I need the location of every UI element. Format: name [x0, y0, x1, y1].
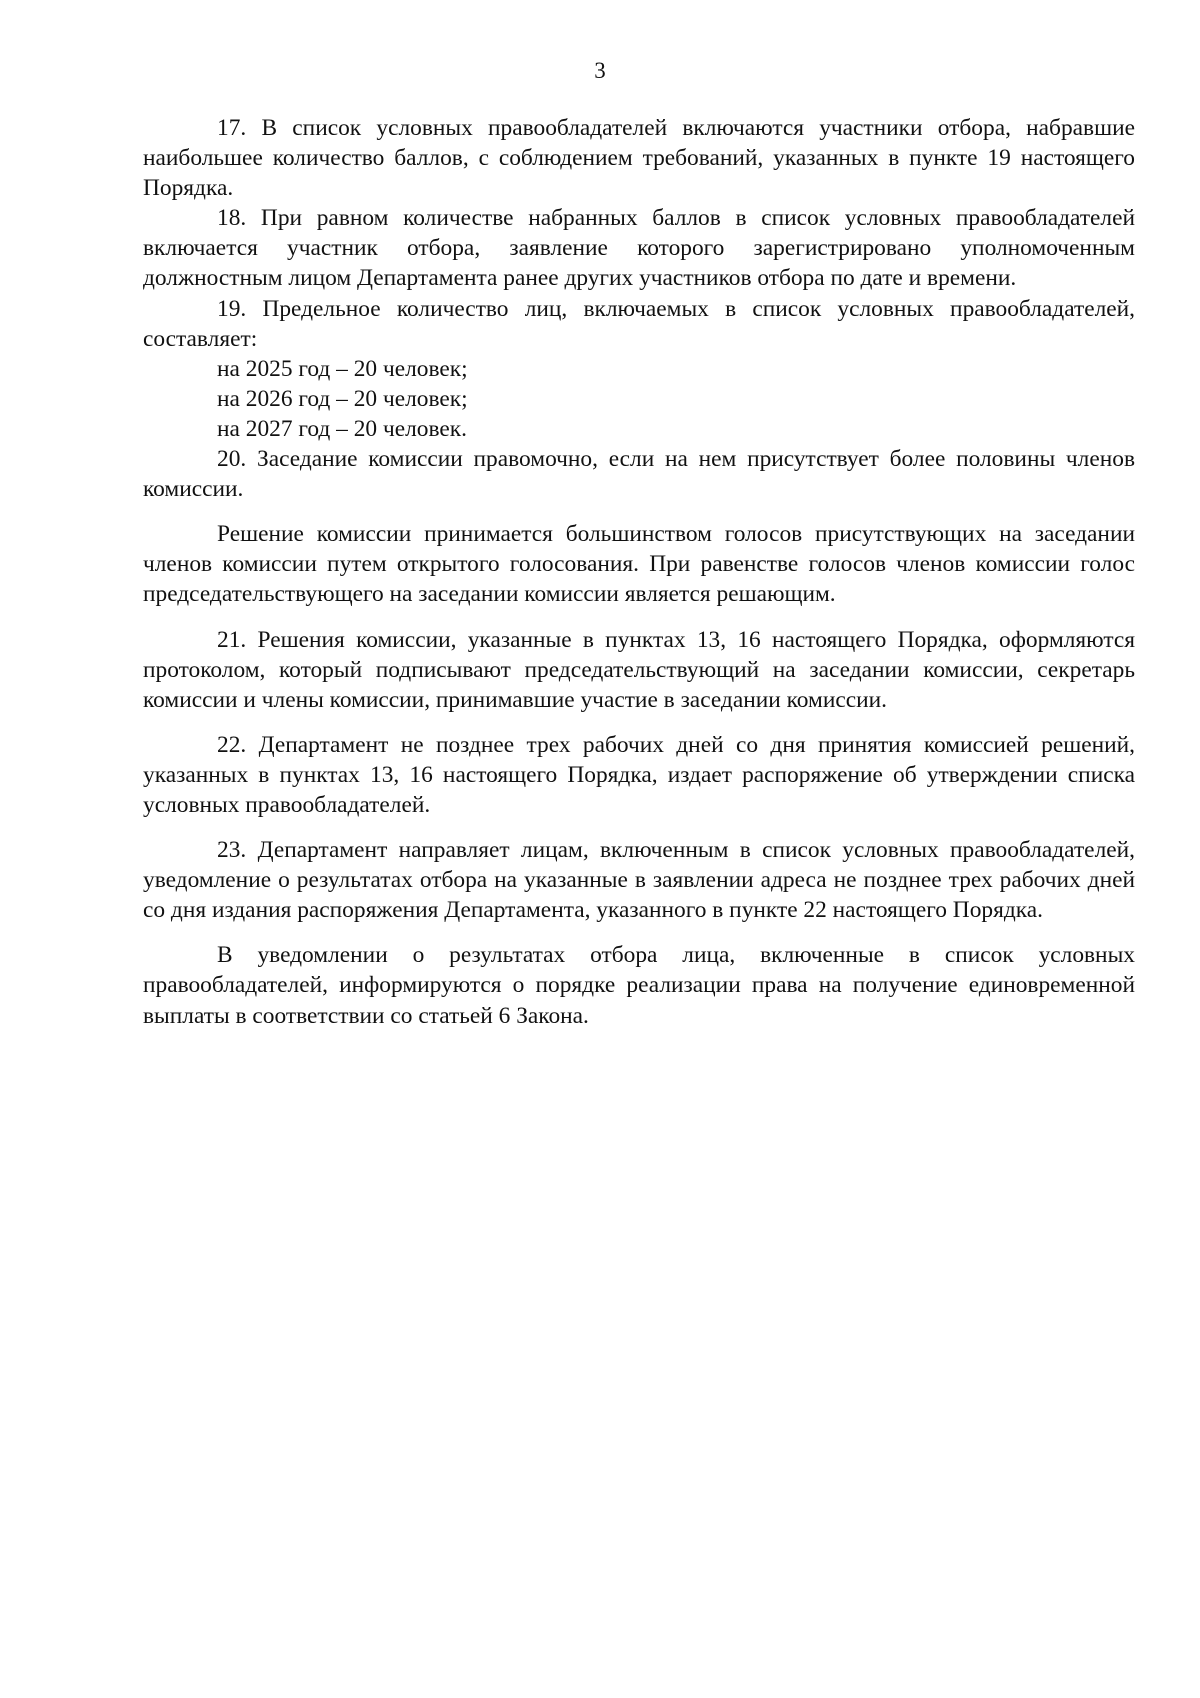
limit-2027: на 2027 год – 20 человек. — [217, 415, 467, 442]
paragraph-23-notice: В уведомлении о результатах отбора лица, включенные в список условных правообладателей, информируются о порядке реализации права на получение единовременной выплаты в соответствии со статьей 6 Закона. — [143, 942, 1135, 1029]
limit-2025: на 2025 год – 20 человек; — [217, 355, 468, 382]
paragraph-17: 17. В список условных правообладателей включаются участники отбора, набравшие наибольшее количество баллов, с соблюдением требований, указанных в пункте 19 настоящего Порядка. — [143, 115, 1135, 202]
paragraph-20-decision: Решение комиссии принимается большинством голосов присутствующих на заседании членов комиссии путем открытого голосования. При равенстве голосов членов комиссии голос председательствующего на заседании комиссии является решающим. — [143, 521, 1135, 608]
paragraph-18: 18. При равном количестве набранных баллов в список условных правообладателей включается участник отбора, заявление которого зарегистрировано уполномоченным должностным лицом Департамента ранее других участников отбора по дате и времени. — [143, 205, 1135, 292]
document-body — [143, 113, 1135, 1031]
limit-2026: на 2026 год – 20 человек; — [217, 385, 468, 412]
paragraph-22: 22. Департамент не позднее трех рабочих дней со дня принятия комиссией решений, указанных в пунктах 13, 16 настоящего Порядка, издает распоряжение об утверждении списка условных правообладателей. — [143, 731, 1135, 818]
paragraph-19: 19. Предельное количество лиц, включаемых в список условных правообладателей, составляет: — [143, 295, 1135, 352]
paragraph-21: 21. Решения комиссии, указанные в пунктах 13, 16 настоящего Порядка, оформляются протоколом, который подписывают председательствующий на заседании комиссии, секретарь комиссии и члены комиссии, принимавшие участие в заседании комиссии. — [143, 626, 1135, 713]
page-number: 3 — [594, 58, 606, 83]
paragraph-23: 23. Департамент направляет лицам, включенным в список условных правообладателей, уведомление о результатах отбора на указанные в заявлении адреса не позднее трех рабочих дней со дня издания распоряжения Департамента, указанного в пункте 22 настоящего Порядка. — [143, 837, 1135, 924]
paragraph-20: 20. Заседание комиссии правомочно, если на нем присутствует более половины членов комиссии. — [143, 446, 1135, 503]
